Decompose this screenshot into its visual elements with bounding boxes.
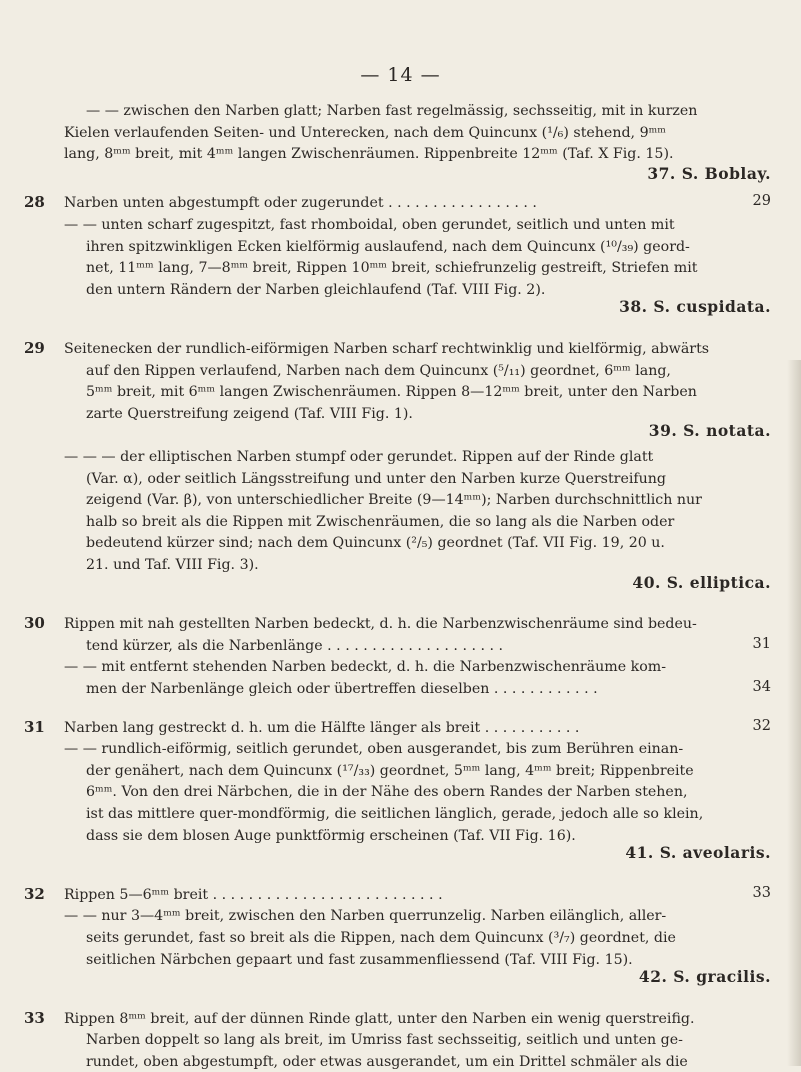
page-reference: 32 [752, 717, 771, 734]
text-line: — — unten scharf zugespitzt, fast rhomboidal, oben gerundet, seitlich und unten mit [64, 217, 675, 233]
text-line: Rippen mit nah gestellten Narben bedeckt, d. h. die Narbenzwischenräume sind bedeu- [64, 616, 697, 633]
text-line: ihren spitzwinkligen Ecken kielförmig auslaufend, nach dem Quincunx (¹⁰/₃₉) geord- [86, 238, 690, 255]
text-line: — — nur 3—4ᵐᵐ breit, zwischen den Narben querrunzelig. Narben eilänglich, aller- [64, 908, 667, 925]
species-name: 38. S. cuspidata. [619, 297, 771, 317]
text-line: Narben doppelt so lang als breit, im Umriss fast sechsseitig, seitlich und unten ge- [86, 1032, 683, 1049]
page-reference: 29 [752, 193, 771, 210]
entry-number: 32 [24, 884, 45, 903]
text-line: seits gerundet, fast so breit als die Rippen, nach dem Quincunx (³/₇) geordnet, die [86, 930, 676, 946]
text-line: rundet, oben abgestumpft, oder etwas ausgerandet, um ein Drittel schmäler als die [86, 1054, 688, 1070]
species-name: 39. S. notata. [648, 421, 771, 441]
entry-number: 31 [24, 717, 45, 736]
text-line: net, 11ᵐᵐ lang, 7—8ᵐᵐ breit, Rippen 10ᵐᵐ breit, schiefrunzelig gestreift, Striefen mit [86, 260, 698, 277]
entry-number: 33 [24, 1008, 45, 1027]
text-line: bedeutend kürzer sind; nach dem Quincunx (²/₅) geordnet (Taf. VII Fig. 19, 20 u. [86, 535, 665, 552]
species-name: 37. S. Boblay. [647, 163, 771, 183]
text-line: Narben unten abgestumpft oder zugerundet . . . . . . . . . . . . . . . . . [64, 195, 537, 212]
text-line: zeigend (Var. β), von unterschiedlicher Breite (9—14ᵐᵐ); Narben durchschnittlich nur [86, 492, 702, 509]
entry-number: 30 [24, 614, 45, 633]
entry-number: 28 [24, 193, 45, 212]
entry-number: 29 [24, 339, 45, 357]
text-line: 5ᵐᵐ breit, mit 6ᵐᵐ langen Zwischenräumen. Rippen 8—12ᵐᵐ breit, unter den Narben [86, 384, 697, 401]
text-line: men der Narbenlänge gleich oder übertreffen dieselben . . . . . . . . . . . . [86, 681, 598, 697]
text-line: ist das mittlere quer-mondförmig, die seitlichen länglich, gerade, jedoch alle so klein, [86, 806, 704, 822]
text-line: — — rundlich-eiförmig, seitlich gerundet, oben ausgerandet, bis zum Berühren einan- [64, 741, 684, 758]
text-line: zarte Querstreifung zeigend (Taf. VIII Fig. 1). [86, 405, 413, 422]
text-line: auf den Rippen verlaufend, Narben nach dem Quincunx (⁵/₁₁) geordnet, 6ᵐᵐ lang, [86, 362, 671, 379]
text-line: (Var. α), oder seitlich Längsstreifung und unter den Narben kurze Querstreifung [86, 470, 666, 487]
page-reference: 34 [752, 679, 771, 695]
species-name: 41. S. aveolaris. [625, 843, 771, 863]
text-line: Narben lang gestreckt d. h. um die Hälfte länger als breit . . . . . . . . . . . [64, 719, 580, 736]
page-number: — 14 — [360, 64, 441, 86]
text-line: — — zwischen den Narben glatt; Narben fast regelmässig, sechsseitig, mit in kurzen [86, 103, 698, 119]
text-line: — — mit entfernt stehenden Narben bedeckt, d. h. die Narbenzwischenräume kom- [64, 659, 667, 676]
text-line: Rippen 5—6ᵐᵐ breit . . . . . . . . . . . . . . . . . . . . . . . . . . [64, 886, 443, 903]
page-edge-shadow [787, 360, 801, 1066]
species-name: 42. S. gracilis. [638, 967, 771, 987]
page-reference: 31 [752, 635, 771, 652]
text-line: Seitenecken der rundlich-eiförmigen Narben scharf rechtwinklig und kielförmig, abwärts [64, 341, 710, 357]
text-line: lang, 8ᵐᵐ breit, mit 4ᵐᵐ langen Zwischenräumen. Rippenbreite 12ᵐᵐ (Taf. X Fig. 15). [64, 146, 674, 163]
text-line: halb so breit als die Rippen mit Zwischenräumen, die so lang als die Narben oder [86, 513, 675, 530]
text-line: 21. und Taf. VIII Fig. 3). [86, 557, 259, 573]
species-name: 40. S. elliptica. [632, 572, 771, 592]
text-line: der genähert, nach dem Quincunx (¹⁷/₃₃) geordnet, 5ᵐᵐ lang, 4ᵐᵐ breit; Rippenbreite [86, 762, 694, 779]
page-reference: 33 [752, 884, 771, 901]
text-line: — — — der elliptischen Narben stumpf oder gerundet. Rippen auf der Rinde glatt [64, 449, 654, 465]
text-line: tend kürzer, als die Narbenlänge . . . . . . . . . . . . . . . . . . . . [86, 637, 504, 654]
text-line: den untern Rändern der Narben gleichlaufend (Taf. VIII Fig. 2). [86, 281, 546, 298]
text-line: dass sie dem blosen Auge punktförmig erscheinen (Taf. VII Fig. 16). [86, 827, 576, 844]
text-line: 6ᵐᵐ. Von den drei Närbchen, die in der Nähe des obern Randes der Narben stehen, [86, 784, 688, 801]
text-line: seitlichen Närbchen gepaart und fast zusammenfliessend (Taf. VIII Fig. 15). [86, 951, 633, 968]
text-line: Kielen verlaufenden Seiten- und Unterecken, nach dem Quincunx (¹/₆) stehend, 9ᵐᵐ [64, 124, 666, 141]
text-line: Rippen 8ᵐᵐ breit, auf der dünnen Rinde glatt, unter den Narben ein wenig querstreifig. [64, 1010, 695, 1027]
